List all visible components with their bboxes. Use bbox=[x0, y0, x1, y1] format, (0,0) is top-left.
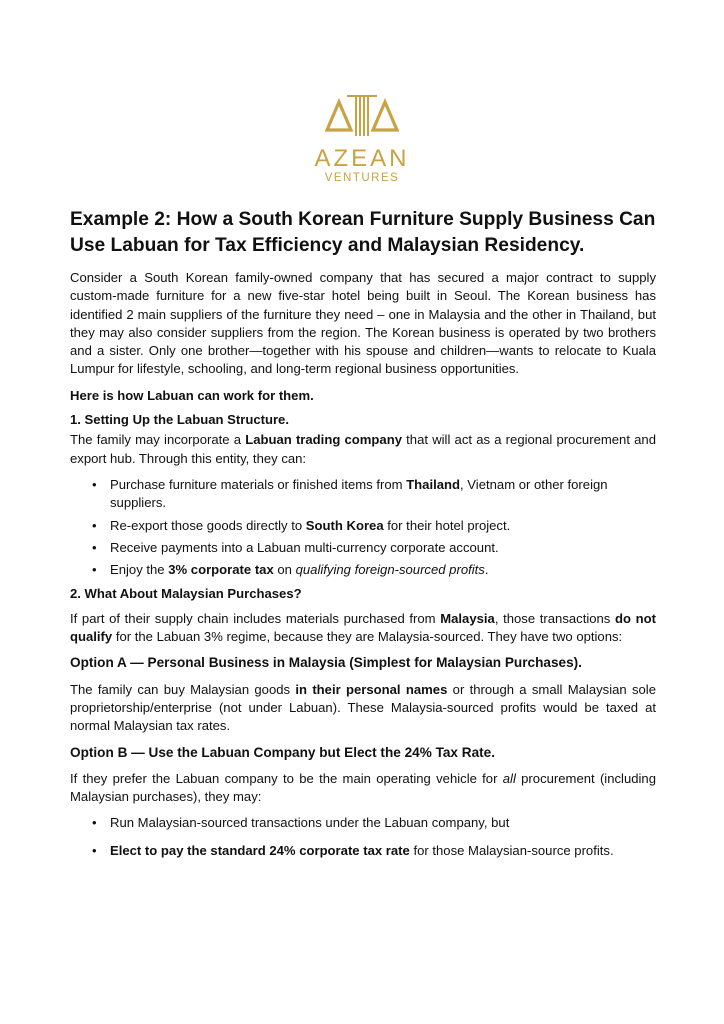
list-item: • Elect to pay the standard 24% corporate tax rate for those Malaysian-source profits. bbox=[110, 842, 656, 860]
logo-mark-icon bbox=[325, 92, 399, 144]
section-2-paragraph: If part of their supply chain includes materials purchased from Malaysia, those transactions do not qualify for the Labuan 3% regime, because they are Malaysia-sourced. They have two options: bbox=[70, 610, 656, 645]
article-body bbox=[70, 207, 656, 869]
list-item: • Re-export those goods directly to South Korea for their hotel project. bbox=[110, 517, 656, 535]
how-heading: Here is how Labuan can work for them. bbox=[70, 387, 314, 403]
option-a-paragraph: The family can buy Malaysian goods in their personal names or through a small Malaysian sole proprietorship/enterprise (not under Labuan). These Malaysia-sourced profits would be taxed at normal Malaysian tax rates. bbox=[70, 681, 656, 734]
option-a-heading: Option A — Personal Business in Malaysia (Simplest for Malaysian Purchases). bbox=[70, 655, 582, 671]
option-b-list bbox=[70, 814, 656, 860]
page-title: Example 2: How a South Korean Furniture Supply Business Can Use Labuan for Tax Efficiency and Malaysian Residency. bbox=[70, 209, 656, 256]
list-item: • Run Malaysian-sourced transactions under the Labuan company, but bbox=[110, 814, 656, 832]
azean-ventures-logo bbox=[292, 92, 432, 185]
option-b-paragraph: If they prefer the Labuan company to be the main operating vehicle for all procurement (including Malaysian purchases), they may: bbox=[70, 770, 656, 805]
section-1-list bbox=[70, 476, 656, 579]
intro-paragraph: Consider a South Korean family-owned company that has secured a major contract to supply custom-made furniture for a new five-star hotel being built in Seoul. The Korean business has identified 2 main suppliers of the furniture they need – one in Malaysia and the other in Thailand, but they may also consider suppliers from the region. The Korean business is operated by two brothers and a sister. Only one brother—together with his spouse and children—wants to relocate to Kuala Lumpur for lifestyle, schooling, and long-term regional business opportunities. bbox=[70, 270, 656, 377]
logo-name: AZEAN bbox=[314, 145, 410, 172]
list-item: • Receive payments into a Labuan multi-currency corporate account. bbox=[110, 539, 656, 557]
section-1-paragraph: The family may incorporate a Labuan trading company that will act as a regional procurement and export hub. Through this entity, they can: bbox=[70, 432, 656, 466]
section-2-heading: 2. What About Malaysian Purchases? bbox=[70, 586, 302, 602]
logo-subtitle: VENTURES bbox=[324, 172, 400, 184]
list-item: • Enjoy the 3% corporate tax on qualifying foreign-sourced profits. bbox=[110, 561, 656, 579]
section-1-heading: 1. Setting Up the Labuan Structure. bbox=[70, 412, 289, 428]
option-b-heading: Option B — Use the Labuan Company but Elect the 24% Tax Rate. bbox=[70, 744, 495, 760]
list-item: • Purchase furniture materials or finished items from Thailand, Vietnam or other foreign suppliers. bbox=[110, 476, 656, 513]
